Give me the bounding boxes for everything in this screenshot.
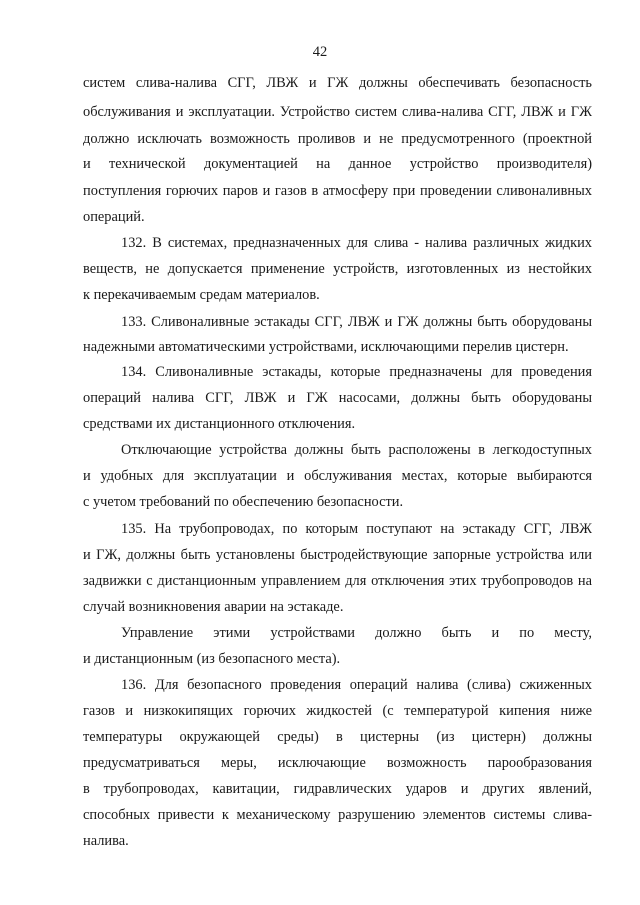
text-line: поступления горючих паров и газов в атмосферу при проведении сливоналивных	[83, 183, 592, 199]
text-line: в трубопроводах, кавитации, гидравлических ударов и других явлений,	[83, 781, 592, 797]
text-line: средствами их дистанционного отключения.	[83, 416, 356, 432]
text-line: способных привести к механическому разрушению элементов системы слива-	[83, 807, 592, 823]
text-line: налива.	[83, 833, 129, 849]
text-line: и дистанционным (из безопасного места).	[83, 651, 341, 667]
text-line: и удобных для эксплуатации и обслуживания местах, которые выбираются	[83, 468, 592, 484]
text-line: надежными автоматическими устройствами, исключающими перелив цистерн.	[83, 339, 569, 355]
text-line: задвижки с дистанционным управлением для отключения этих трубопроводов на	[83, 573, 592, 589]
text-line: операций налива СГГ, ЛВЖ и ГЖ насосами, должны быть оборудованы	[83, 390, 592, 406]
text-line: и ГЖ, должны быть установлены быстродействующие запорные устройства или	[83, 547, 592, 563]
text-line: должно исключать возможность проливов и не предусмотренного (проектной	[83, 131, 592, 147]
paragraph-135-start: 135. На трубопроводах, по которым поступают на эстакаду СГГ, ЛВЖ	[121, 521, 592, 537]
text-line: и технической документацией на данное устройство производителя)	[83, 156, 592, 172]
text-line: случай возникновения аварии на эстакаде.	[83, 599, 344, 615]
paragraph-134-start: 134. Сливоналивные эстакады, которые предназначены для проведения	[121, 364, 592, 380]
text-line: обслуживания и эксплуатации. Устройство систем слива-налива СГГ, ЛВЖ и ГЖ	[83, 104, 592, 120]
text-line: операций.	[83, 209, 145, 225]
paragraph-132-start: 132. В системах, предназначенных для слива - налива различных жидких	[121, 235, 592, 251]
text-line: к перекачиваемым средам материалов.	[83, 287, 320, 303]
text-line: систем слива-налива СГГ, ЛВЖ и ГЖ должны обеспечивать безопасность	[83, 75, 592, 91]
paragraph-136-start: 136. Для безопасного проведения операций налива (слива) сжиженных	[121, 677, 592, 693]
text-line: с учетом требований по обеспечению безопасности.	[83, 494, 404, 510]
page-number: 42	[312, 44, 328, 60]
text-line: газов и низкокипящих горючих жидкостей (с температурой кипения ниже	[83, 703, 592, 719]
text-line: температуры окружающей среды) в цистерны (из цистерн) должны	[83, 729, 592, 745]
paragraph-control-start: Управление этими устройствами должно быть и по месту,	[121, 625, 592, 641]
paragraph-disconnect-start: Отключающие устройства должны быть расположены в легкодоступных	[121, 442, 592, 458]
text-line: предусматриваться меры, исключающие возможность парообразования	[83, 755, 592, 771]
text-line: веществ, не допускается применение устройств, изготовленных из нестойких	[83, 261, 592, 277]
paragraph-133-start: 133. Сливоналивные эстакады СГГ, ЛВЖ и ГЖ должны быть оборудованы	[121, 314, 592, 330]
